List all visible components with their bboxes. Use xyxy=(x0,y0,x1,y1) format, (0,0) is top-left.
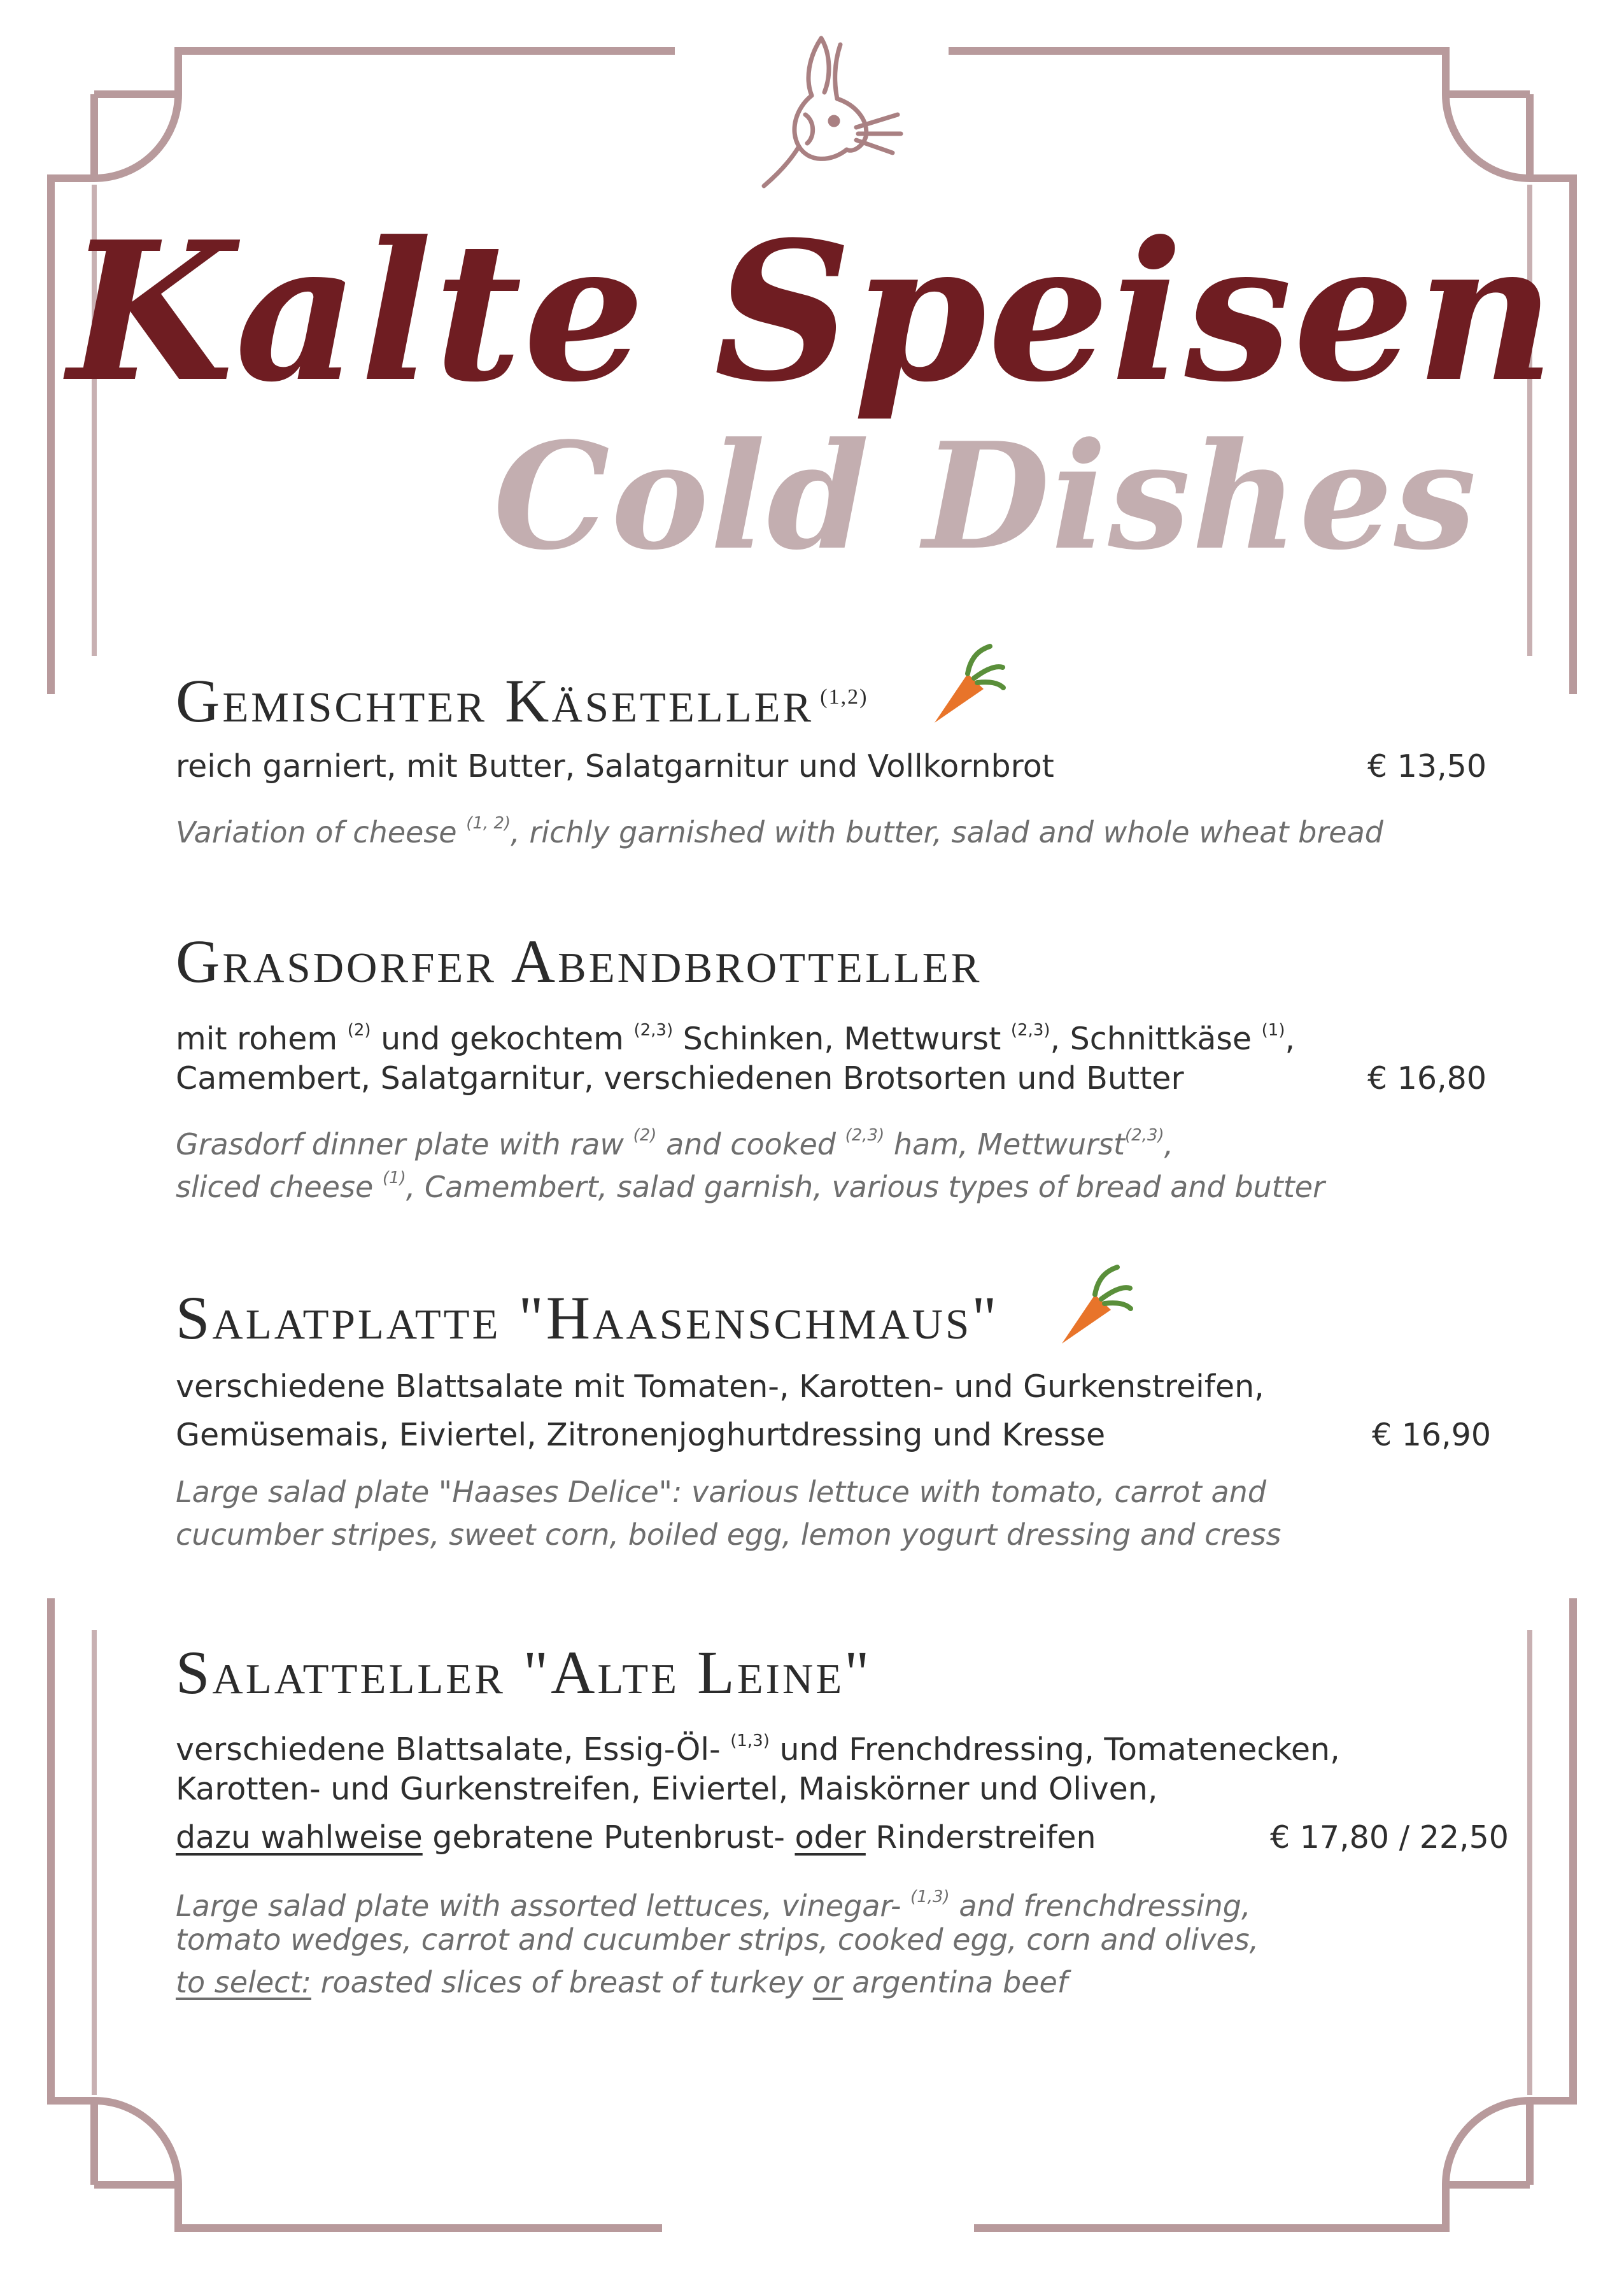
page-title: Kalte Speisen xyxy=(67,199,1557,424)
page-subtitle: Cold Dishes xyxy=(493,411,1478,583)
dish-title: Salatplatte "Haasenschmaus" xyxy=(176,1284,999,1352)
carrot-icon xyxy=(923,643,1006,726)
dish-title: Gemischter Käseteller $^{(1,2)}$ xyxy=(176,667,868,735)
carrot-icon xyxy=(1050,1264,1133,1347)
dish-description-de: Camembert, Salatgarnitur, verschiedenen Brotsorten und Butter xyxy=(176,1060,1184,1097)
dish-description-en: sliced cheese $^{(1)}$, Camembert, salad garnish, various types of bread and butter xyxy=(176,1168,1325,1204)
allergen-note: (1,2) xyxy=(820,685,868,709)
dish-title: Salatteller "Alte Leine" xyxy=(176,1638,872,1707)
dish-title: Grasdorfer Abendbrotteller xyxy=(176,927,982,995)
dish-description-de: Karotten- und Gurkenstreifen, Eiviertel, Maiskörner und Oliven, xyxy=(176,1771,1158,1807)
dish-price: € 16,90 xyxy=(1372,1417,1492,1453)
dish-description-en: Variation of cheese $^{(1, 2)}$, richly garnished with butter, salad and whole wheat bread xyxy=(176,814,1383,849)
rabbit-logo xyxy=(745,19,904,191)
dish-price: € 16,80 xyxy=(1367,1060,1487,1097)
dish-description-de: reich garniert, mit Butter, Salatgarnitur und Vollkornbrot xyxy=(176,748,1054,785)
dish-description-en: cucumber stripes, sweet corn, boiled egg, lemon yogurt dressing and cress xyxy=(176,1517,1282,1552)
dish-description-de: verschiedene Blattsalate mit Tomaten-, Karotten- und Gurkenstreifen, xyxy=(176,1368,1264,1405)
dish-price: € 17,80 / 22,50 xyxy=(1270,1819,1509,1856)
dish-description-de: verschiedene Blattsalate, Essig-Öl- $^{(1,3)}$ und Frenchdressing, Tomatenecken, xyxy=(176,1731,1340,1768)
dish-description-de: mit rohem $^{(2)}$ und gekochtem $^{(2,3)}$ Schinken, Mettwurst $^{(2,3)}$, Schnittkäse $^{(1)}$, xyxy=(176,1021,1296,1057)
dish-description-en: to select: roasted slices of breast of turkey or argentina beef xyxy=(176,1965,1068,1999)
dish-description-en: Large salad plate with assorted lettuces, vinegar- $^{(1,3)}$ and frenchdressing, xyxy=(176,1887,1251,1923)
dish-description-en: tomato wedges, carrot and cucumber strips, cooked egg, corn and olives, xyxy=(176,1922,1259,1957)
dish-description-de: dazu wahlweise gebratene Putenbrust- oder Rinderstreifen xyxy=(176,1819,1096,1856)
dish-price: € 13,50 xyxy=(1367,748,1487,785)
dish-description-en: Grasdorf dinner plate with raw $^{(2)}$ and cooked $^{(2,3)}$ ham, Mettwurst$^{(2,3)}$, xyxy=(176,1126,1174,1161)
dish-description-en: Large salad plate "Haases Delice": various lettuce with tomato, carrot and xyxy=(176,1475,1267,1509)
dish-description-de: Gemüsemais, Eiviertel, Zitronenjoghurtdressing und Kresse xyxy=(176,1417,1106,1453)
